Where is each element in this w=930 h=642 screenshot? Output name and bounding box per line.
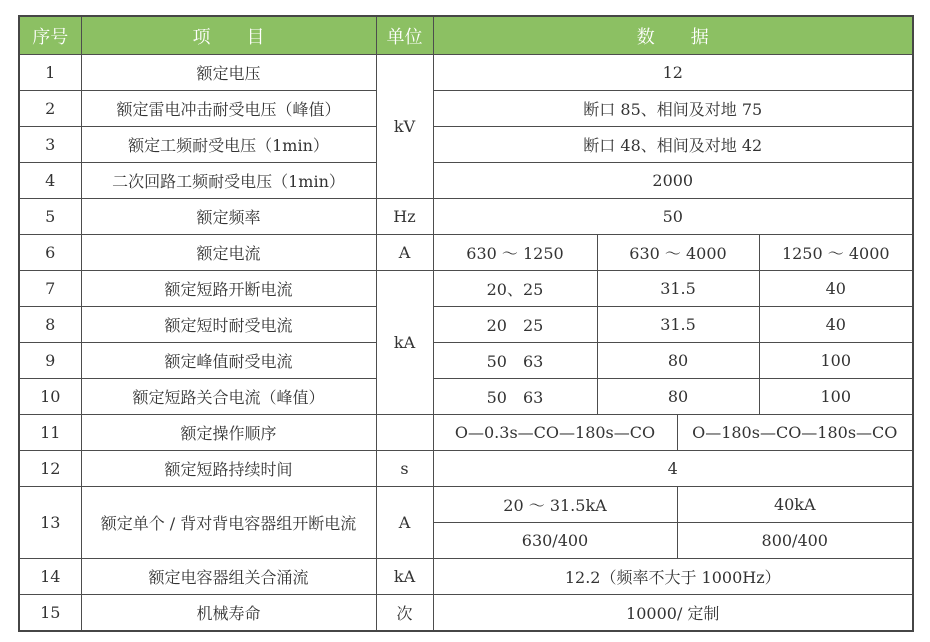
cell-item-14: 额定电容器组关合涌流 bbox=[81, 559, 376, 595]
cell-no-14: 14 bbox=[19, 559, 81, 595]
cell-data-9a: 50 63 bbox=[433, 343, 597, 379]
cell-data-7a: 20、25 bbox=[433, 271, 597, 307]
cell-item-2: 额定雷电冲击耐受电压（峰值） bbox=[81, 91, 376, 127]
cell-no-8: 8 bbox=[19, 307, 81, 343]
cell-unit-15: 次 bbox=[376, 595, 433, 631]
table-row bbox=[19, 163, 913, 199]
cell-data-13a2: 40kA bbox=[677, 487, 913, 523]
cell-item-7: 额定短路开断电流 bbox=[81, 271, 376, 307]
cell-data-11b: O—180s—CO—180s—CO bbox=[677, 415, 913, 451]
table-row bbox=[19, 379, 913, 415]
table-row bbox=[19, 559, 913, 595]
cell-no-11: 11 bbox=[19, 415, 81, 451]
table-row bbox=[19, 235, 913, 271]
cell-data-6c: 1250 ～ 4000 bbox=[759, 235, 913, 271]
cell-no-4: 4 bbox=[19, 163, 81, 199]
cell-no-6: 6 bbox=[19, 235, 81, 271]
cell-data-7b: 31.5 bbox=[597, 271, 759, 307]
header-row bbox=[19, 16, 913, 55]
cell-data-12: 4 bbox=[433, 451, 913, 487]
cell-data-10b: 80 bbox=[597, 379, 759, 415]
table-row bbox=[19, 307, 913, 343]
cell-no-1: 1 bbox=[19, 55, 81, 91]
cell-unit-5: Hz bbox=[376, 199, 433, 235]
cell-data-6a: 630 ～ 1250 bbox=[433, 235, 597, 271]
cell-data-8b: 31.5 bbox=[597, 307, 759, 343]
cell-unit-12: s bbox=[376, 451, 433, 487]
cell-data-6b: 630 ～ 4000 bbox=[597, 235, 759, 271]
table-row bbox=[19, 487, 913, 523]
cell-unit-ka: kA bbox=[376, 271, 433, 415]
table-row bbox=[19, 271, 913, 307]
table-row bbox=[19, 127, 913, 163]
cell-data-8c: 40 bbox=[759, 307, 913, 343]
cell-no-3: 3 bbox=[19, 127, 81, 163]
cell-item-11: 额定操作顺序 bbox=[81, 415, 376, 451]
cell-data-4: 2000 bbox=[433, 163, 913, 199]
table-row bbox=[19, 415, 913, 451]
cell-data-1: 12 bbox=[433, 55, 913, 91]
cell-data-3: 断口 48、相间及对地 42 bbox=[433, 127, 913, 163]
cell-no-7: 7 bbox=[19, 271, 81, 307]
header-col-item: 项 目 bbox=[81, 16, 376, 55]
cell-data-9b: 80 bbox=[597, 343, 759, 379]
cell-data-7c: 40 bbox=[759, 271, 913, 307]
cell-unit-11 bbox=[376, 415, 433, 451]
cell-unit-kv: kV bbox=[376, 55, 433, 199]
cell-data-8a: 20 25 bbox=[433, 307, 597, 343]
table-row bbox=[19, 91, 913, 127]
cell-data-2: 断口 85、相间及对地 75 bbox=[433, 91, 913, 127]
cell-unit-14: kA bbox=[376, 559, 433, 595]
cell-data-11a: O—0.3s—CO—180s—CO bbox=[433, 415, 677, 451]
cell-item-12: 额定短路持续时间 bbox=[81, 451, 376, 487]
cell-item-9: 额定峰值耐受电流 bbox=[81, 343, 376, 379]
table-row bbox=[19, 199, 913, 235]
cell-item-4: 二次回路工频耐受电压（1min） bbox=[81, 163, 376, 199]
cell-no-15: 15 bbox=[19, 595, 81, 631]
cell-no-9: 9 bbox=[19, 343, 81, 379]
cell-data-13b2: 800/400 bbox=[677, 523, 913, 559]
header-col-no: 序号 bbox=[19, 16, 81, 55]
cell-unit-6: A bbox=[376, 235, 433, 271]
cell-item-1: 额定电压 bbox=[81, 55, 376, 91]
cell-data-13a1: 20 ～ 31.5kA bbox=[433, 487, 677, 523]
cell-item-5: 额定频率 bbox=[81, 199, 376, 235]
table-row bbox=[19, 55, 913, 91]
cell-data-10c: 100 bbox=[759, 379, 913, 415]
cell-no-12: 12 bbox=[19, 451, 81, 487]
table-row bbox=[19, 451, 913, 487]
cell-item-10: 额定短路关合电流（峰值） bbox=[81, 379, 376, 415]
cell-item-15: 机械寿命 bbox=[81, 595, 376, 631]
cell-data-14: 12.2（频率不大于 1000Hz） bbox=[433, 559, 913, 595]
header-col-unit: 单位 bbox=[376, 16, 433, 55]
cell-no-2: 2 bbox=[19, 91, 81, 127]
cell-item-13: 额定单个 / 背对背电容器组开断电流 bbox=[81, 487, 376, 559]
cell-no-13: 13 bbox=[19, 487, 81, 559]
spec-table bbox=[18, 15, 914, 632]
cell-item-6: 额定电流 bbox=[81, 235, 376, 271]
cell-data-10a: 50 63 bbox=[433, 379, 597, 415]
cell-item-3: 额定工频耐受电压（1min） bbox=[81, 127, 376, 163]
table-row bbox=[19, 595, 913, 631]
table-row bbox=[19, 343, 913, 379]
header-col-data: 数 据 bbox=[433, 16, 913, 55]
cell-unit-13: A bbox=[376, 487, 433, 559]
cell-data-13b1: 630/400 bbox=[433, 523, 677, 559]
cell-no-5: 5 bbox=[19, 199, 81, 235]
cell-data-9c: 100 bbox=[759, 343, 913, 379]
cell-data-15: 10000/ 定制 bbox=[433, 595, 913, 631]
cell-data-5: 50 bbox=[433, 199, 913, 235]
cell-no-10: 10 bbox=[19, 379, 81, 415]
cell-item-8: 额定短时耐受电流 bbox=[81, 307, 376, 343]
